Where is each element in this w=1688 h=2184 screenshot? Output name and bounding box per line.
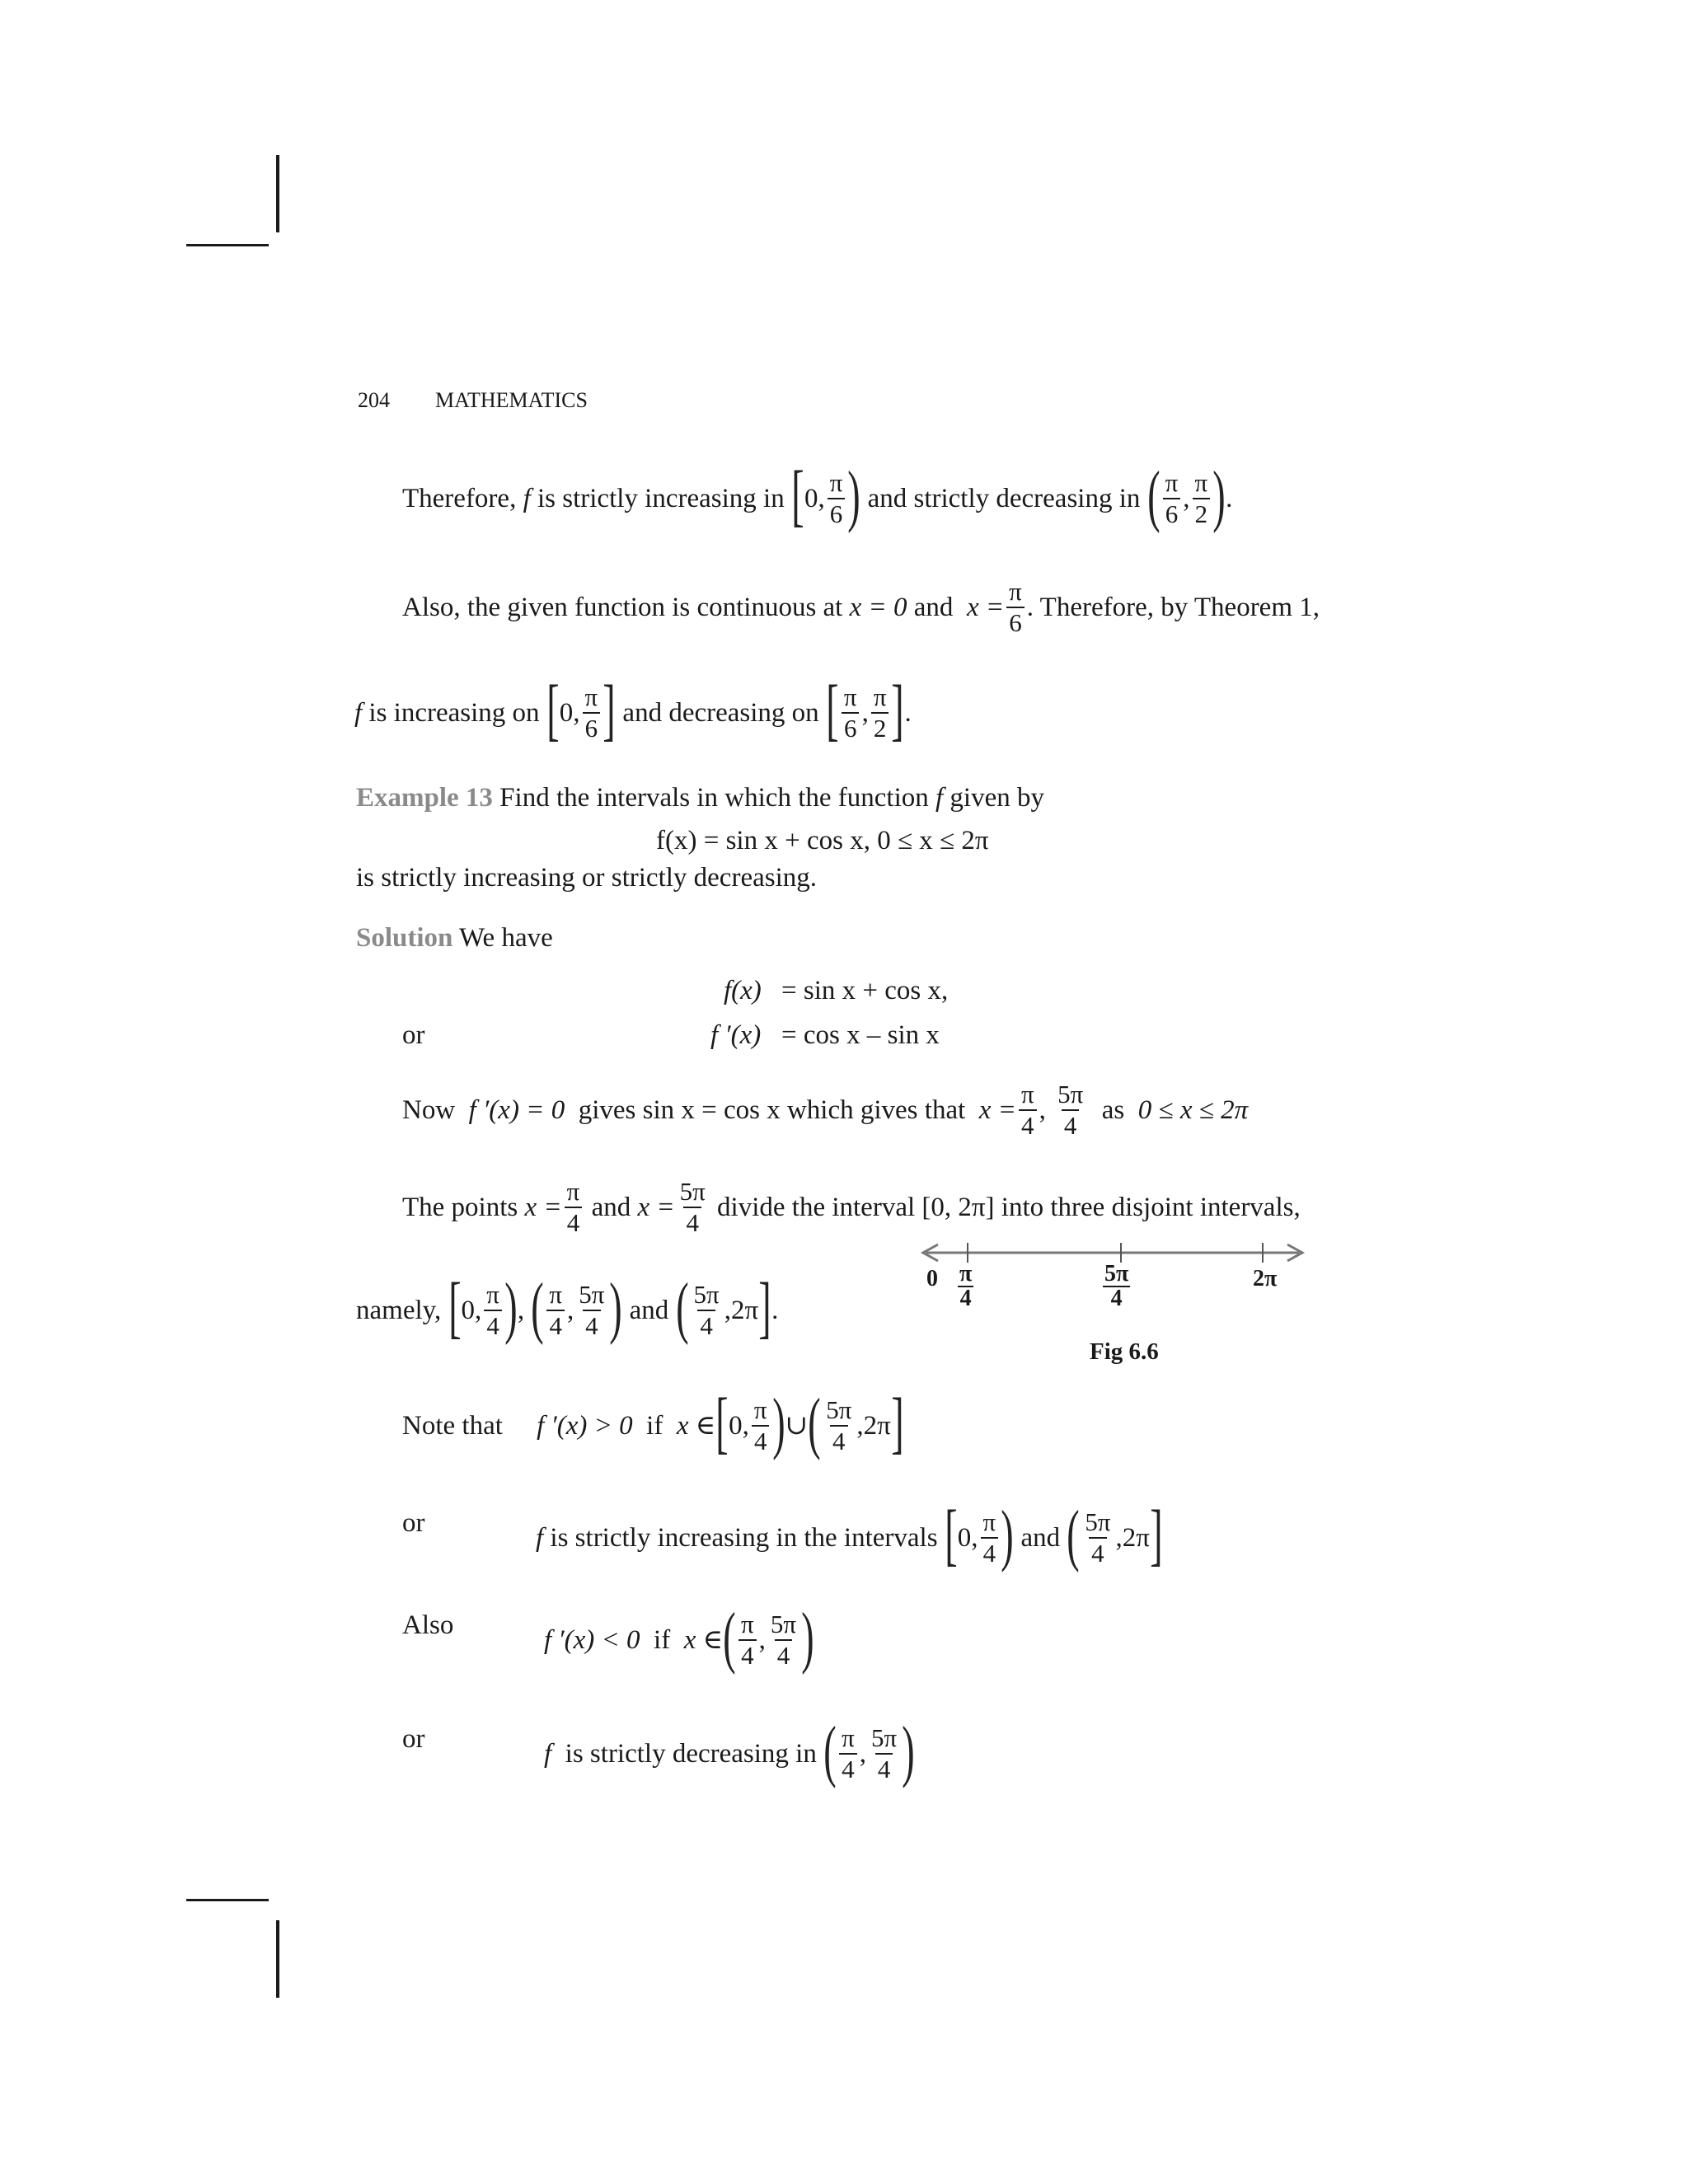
crop-mark-bottom-horizontal <box>186 1899 269 1901</box>
line-strictly-increasing-intervals: f is strictly increasing in the intervals [ 0, $\frac{\pi}{4}$ ) and ( $\frac{5\pi}{4}$ ,2π ] <box>536 1497 1163 1573</box>
line-strictly-decreasing: f is strictly decreasing in ( $\frac{\pi}{4}$ , $\frac{5\pi}{4}$ ) <box>544 1713 915 1789</box>
solution-heading: Solution We have <box>356 923 553 953</box>
figure-number-line <box>915 1236 1327 1385</box>
example-tail: is strictly increasing or strictly decreasing. <box>356 863 818 893</box>
number-line-label-2pi: 2π <box>1253 1266 1278 1291</box>
or-label-3: or <box>402 1724 425 1754</box>
figure-caption: Fig 6.6 <box>1090 1338 1159 1365</box>
line-note-that: Note that f ′(x) > 0 if x ∈ [ 0, $\frac{\pi}{4}$ ) ∪ ( $\frac{5\pi}{4}$ ,2π ] <box>402 1385 904 1461</box>
line-strictly-increasing-decreasing: Therefore, f is strictly increasing in [ 0, $\frac{\pi}{6}$ ) and strictly decreasing in ( $\frac{\pi}{6}$ , $\frac{\pi}{2}$ ) . <box>402 457 1233 534</box>
example-formula: f(x) = sin x + cos x, 0 ≤ x ≤ 2π <box>656 826 989 855</box>
number-line-label-5pi-over-4: 5π 4 <box>1104 1261 1129 1311</box>
crop-mark-bottom-vertical <box>276 1920 279 1998</box>
eq2-rhs: = cos x – sin x <box>781 1020 940 1050</box>
line-increasing-decreasing-closed: f is increasing on [ 0, $\frac{\pi}{6}$ ] and decreasing on [ $\frac{\pi}{6}$ , $\frac{\pi}{2}$ ] . <box>354 672 912 748</box>
running-title: MATHEMATICS <box>435 388 588 412</box>
line-the-points: The points x = $\frac{\pi}{4}$ and x = $\frac{5\pi}{4}$ divide the interval [0, 2π] into three disjoint intervals, <box>402 1177 1301 1237</box>
number-line-label-pi-over-4: π 4 <box>959 1261 973 1311</box>
or-label-2: or <box>402 1508 425 1538</box>
eq2-lhs: f ′(x) <box>710 1020 762 1050</box>
solution-label: Solution <box>356 923 453 953</box>
eq1-rhs: = sin x + cos x, <box>781 976 949 1005</box>
line-continuity: Also, the given function is continuous at x = 0 and x = $\frac{\pi}{6}$ . Therefore, by Theorem 1, <box>402 577 1320 637</box>
crop-mark-top-vertical <box>276 155 279 232</box>
also-label: Also <box>402 1610 454 1640</box>
crop-mark-top-horizontal <box>186 244 269 246</box>
line-namely-intervals: namely, [ 0, $\frac{\pi}{4}$ ) , ( $\frac{\pi}{4}$ , $\frac{5\pi}{4}$ ) and ( $\frac{5\pi}{4}$ ,2π ] . <box>356 1269 779 1346</box>
or-label-1: or <box>402 1020 425 1050</box>
example-label: Example 13 <box>356 783 493 813</box>
example-13-statement: Example 13 Find the intervals in which the function f given by <box>356 783 1044 813</box>
number-line-label-zero: 0 <box>926 1266 938 1291</box>
line-derivative-negative: f ′(x) < 0 if x ∈ ( $\frac{\pi}{4}$ , $\frac{5\pi}{4}$ ) <box>544 1599 814 1675</box>
eq1-lhs: f(x) <box>724 976 762 1005</box>
line-now-derivative-zero: Now f ′(x) = 0 gives sin x = cos x which gives that x = $\frac{\pi}{4}$ , $\frac{5\pi}{4}$ as 0 ≤ x ≤ 2π <box>402 1080 1249 1140</box>
page-number: 204 <box>358 388 390 412</box>
